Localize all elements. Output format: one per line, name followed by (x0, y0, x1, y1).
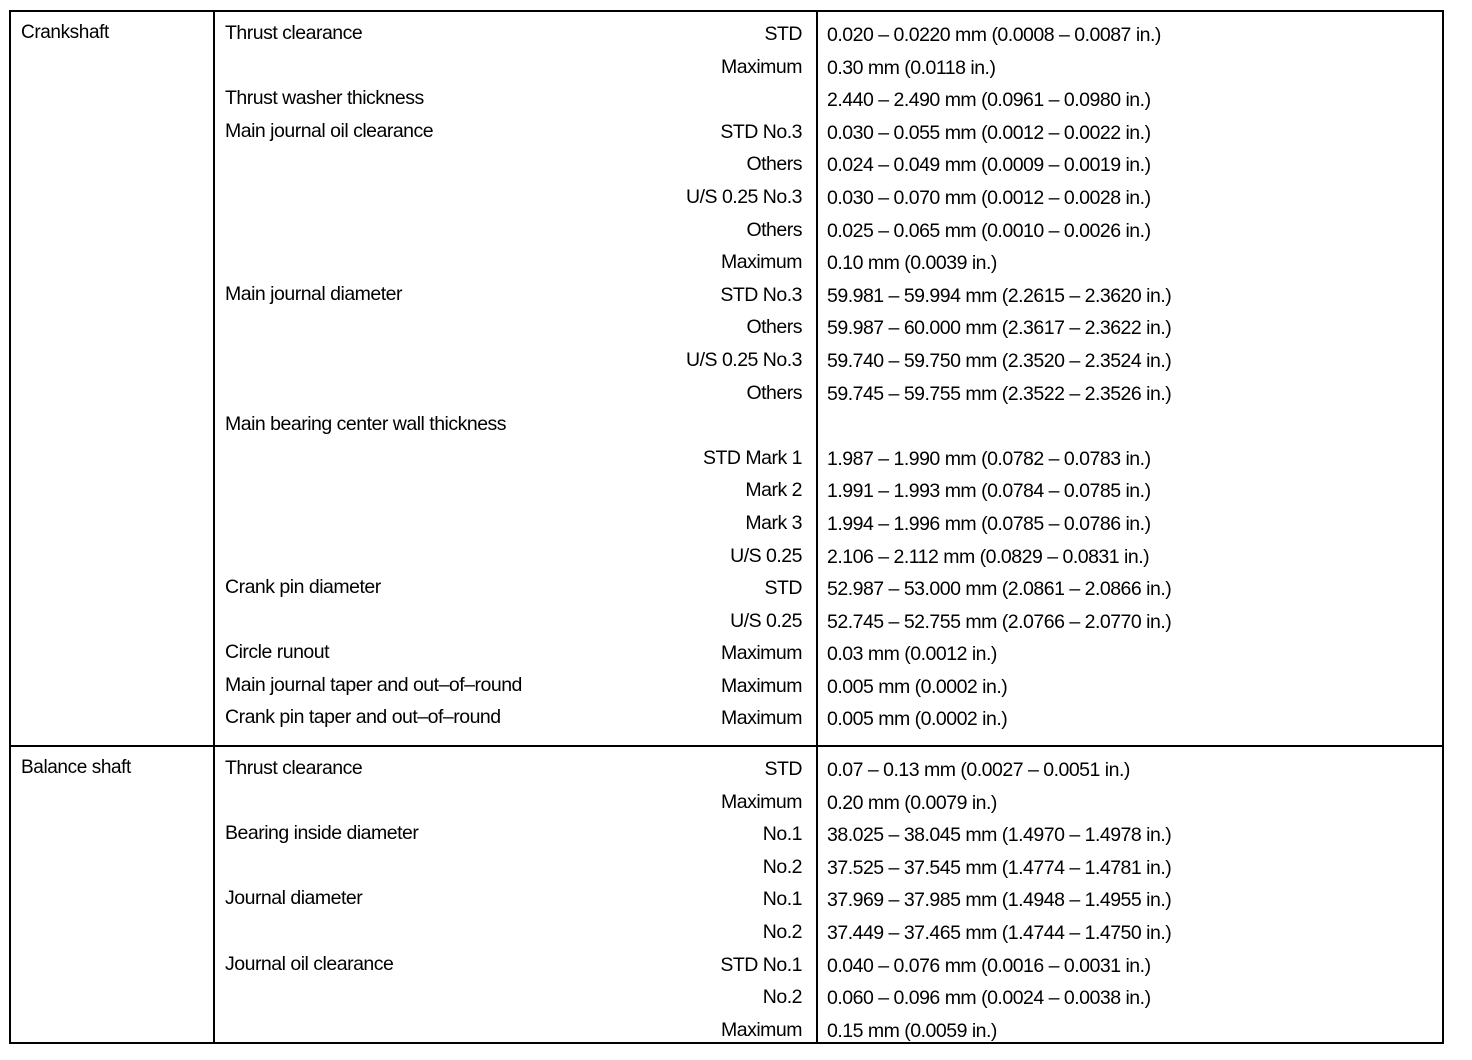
spec-item: Journal oil clearance (225, 952, 394, 975)
spec-value: 59.740 – 59.750 mm (2.3520 – 2.3524 in.) (827, 349, 1172, 372)
spec-condition: STD No.3 (720, 283, 802, 306)
spec-row (11, 348, 1442, 381)
spec-condition: Maximum (720, 707, 802, 730)
spec-value: 0.024 – 0.049 mm (0.0009 – 0.0019 in.) (827, 154, 1151, 177)
spec-row (11, 790, 1442, 823)
spec-row (11, 315, 1442, 348)
spec-condition: Maximum (720, 55, 802, 78)
spec-row (11, 953, 1442, 986)
spec-row (11, 478, 1442, 511)
spec-item: Crank pin taper and out–of–round (225, 706, 501, 729)
spec-row (11, 1018, 1442, 1051)
spec-condition: Maximum (720, 674, 802, 697)
spec-condition: Others (746, 218, 802, 241)
spec-condition: Others (746, 381, 802, 404)
spec-condition: Mark 3 (745, 511, 802, 534)
spec-row (11, 822, 1442, 855)
spec-value: 0.005 mm (0.0002 in.) (827, 708, 1008, 731)
spec-item: Main journal diameter (225, 282, 403, 305)
spec-value: 0.025 – 0.065 mm (0.0010 – 0.0026 in.) (827, 219, 1151, 242)
section-crankshaft (11, 12, 1442, 745)
spec-row (11, 218, 1442, 251)
spec-value: 0.03 mm (0.0012 in.) (827, 643, 997, 666)
spec-value: 37.525 – 37.545 mm (1.4774 – 1.4781 in.) (827, 856, 1172, 879)
spec-row (11, 985, 1442, 1018)
spec-row (11, 641, 1442, 674)
spec-rows (11, 22, 1442, 739)
spec-value: 52.987 – 53.000 mm (2.0861 – 2.0866 in.) (827, 578, 1172, 601)
spec-value: 59.987 – 60.000 mm (2.3617 – 2.3622 in.) (827, 317, 1172, 340)
spec-condition: U/S 0.25 (730, 544, 802, 567)
spec-condition: Others (746, 153, 802, 176)
spec-item: Journal diameter (225, 887, 363, 910)
spec-rows (11, 757, 1442, 1050)
spec-value: 37.969 – 37.985 mm (1.4948 – 1.4955 in.) (827, 889, 1172, 912)
spec-row (11, 120, 1442, 153)
spec-row (11, 413, 1442, 446)
spec-condition: No.1 (762, 888, 802, 911)
spec-condition: Others (746, 316, 802, 339)
spec-condition: Maximum (720, 1018, 802, 1041)
spec-value: 38.025 – 38.045 mm (1.4970 – 1.4978 in.) (827, 824, 1172, 847)
spec-value: 0.020 – 0.0220 mm (0.0008 – 0.0087 in.) (827, 24, 1161, 46)
spec-row (11, 511, 1442, 544)
spec-item: Thrust washer thickness (225, 87, 424, 110)
spec-condition: Maximum (720, 642, 802, 665)
spec-value: 1.991 – 1.993 mm (0.0784 – 0.0785 in.) (827, 480, 1151, 503)
spec-row (11, 757, 1442, 790)
spec-row (11, 576, 1442, 609)
spec-row (11, 250, 1442, 283)
spec-value: 2.106 – 2.112 mm (0.0829 – 0.0831 in.) (827, 545, 1150, 568)
spec-value: 0.060 – 0.096 mm (0.0024 – 0.0038 in.) (827, 987, 1151, 1010)
spec-item: Bearing inside diameter (225, 822, 419, 845)
spec-row (11, 855, 1442, 888)
component-name: Crankshaft (21, 22, 109, 43)
spec-condition: STD Mark 1 (702, 446, 802, 469)
spec-value: 2.440 – 2.490 mm (0.0961 – 0.0980 in.) (827, 89, 1151, 112)
spec-condition: Maximum (720, 251, 802, 274)
spec-condition: No.2 (762, 920, 802, 943)
spec-condition: STD (764, 758, 802, 780)
spec-item: Crank pin diameter (225, 576, 381, 599)
spec-row (11, 920, 1442, 953)
spec-row (11, 446, 1442, 479)
spec-item: Main journal taper and out–of–round (225, 673, 522, 696)
spec-value: 1.987 – 1.990 mm (0.0782 – 0.0783 in.) (827, 447, 1151, 470)
spec-value: 59.981 – 59.994 mm (2.2615 – 2.3620 in.) (827, 284, 1172, 307)
spec-value: 0.07 – 0.13 mm (0.0027 – 0.0051 in.) (827, 759, 1130, 781)
spec-row (11, 544, 1442, 577)
spec-condition: No.2 (762, 855, 802, 878)
spec-condition: U/S 0.25 No.3 (686, 348, 802, 371)
spec-condition: No.2 (762, 986, 802, 1009)
spec-condition: Maximum (720, 790, 802, 813)
spec-item: Main journal oil clearance (225, 119, 434, 142)
spec-item: Main bearing center wall thickness (225, 413, 507, 436)
spec-value: 37.449 – 37.465 mm (1.4744 – 1.4750 in.) (827, 921, 1172, 944)
spec-condition: Mark 2 (745, 479, 802, 502)
spec-condition: U/S 0.25 (730, 609, 802, 632)
spec-item: Thrust clearance (225, 22, 363, 44)
spec-condition: STD No.1 (720, 953, 802, 976)
spec-row (11, 55, 1442, 88)
section-balance-shaft (11, 745, 1442, 1042)
spec-value: 0.030 – 0.055 mm (0.0012 – 0.0022 in.) (827, 121, 1151, 144)
spec-value: 0.30 mm (0.0118 in.) (827, 56, 996, 79)
spec-item: Circle runout (225, 641, 330, 664)
spec-condition: STD (764, 23, 802, 45)
spec-value: 0.10 mm (0.0039 in.) (827, 252, 997, 275)
spec-row (11, 185, 1442, 218)
spec-row (11, 887, 1442, 920)
spec-value: 1.994 – 1.996 mm (0.0785 – 0.0786 in.) (827, 512, 1151, 535)
component-name: Balance shaft (21, 757, 131, 778)
spec-value: 0.030 – 0.070 mm (0.0012 – 0.0028 in.) (827, 186, 1151, 209)
spec-condition: STD (764, 577, 802, 600)
spec-row (11, 22, 1442, 55)
spec-row (11, 283, 1442, 316)
spec-condition: STD No.3 (720, 120, 802, 143)
spec-row (11, 609, 1442, 642)
spec-row (11, 152, 1442, 185)
spec-row (11, 87, 1442, 120)
spec-row (11, 674, 1442, 707)
spec-value: 0.15 mm (0.0059 in.) (827, 1019, 997, 1042)
spec-value: 0.040 – 0.076 mm (0.0016 – 0.0031 in.) (827, 954, 1151, 977)
spec-item: Thrust clearance (225, 757, 363, 779)
spec-condition: No.1 (762, 823, 802, 846)
spec-table (9, 10, 1444, 1044)
spec-row (11, 381, 1442, 414)
spec-row (11, 706, 1442, 739)
spec-value: 0.20 mm (0.0079 in.) (827, 791, 997, 814)
spec-value: 52.745 – 52.755 mm (2.0766 – 2.0770 in.) (827, 610, 1172, 633)
spec-value: 59.745 – 59.755 mm (2.3522 – 2.3526 in.) (827, 382, 1172, 405)
spec-value: 0.005 mm (0.0002 in.) (827, 675, 1008, 698)
spec-condition: U/S 0.25 No.3 (686, 185, 802, 208)
